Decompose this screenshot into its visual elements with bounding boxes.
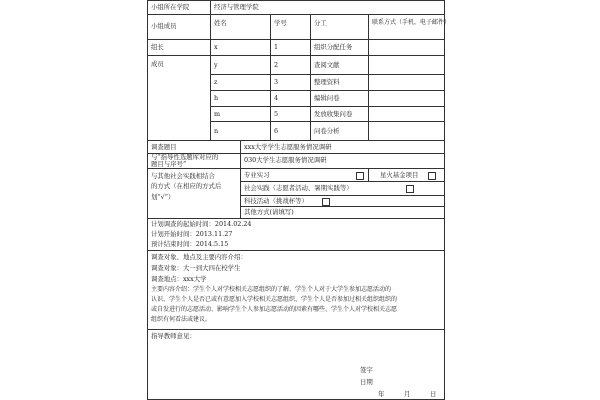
member-id: 3 — [274, 78, 279, 86]
option-social: 社会实践（志愿者活动、暑期实践等） — [244, 184, 353, 192]
row-divider — [210, 90, 444, 91]
row-divider — [240, 206, 444, 207]
form-top-border — [148, 0, 444, 1]
application-form — [147, 0, 451, 400]
row-divider — [148, 14, 444, 15]
column-divider — [368, 14, 369, 140]
month-label: 月 — [404, 390, 411, 398]
topic-label: 调查题目 — [151, 143, 177, 151]
guide-label: 题目与序号” — [151, 160, 187, 168]
member-id: 4 — [274, 94, 279, 102]
row-divider — [148, 39, 444, 40]
members-label: 成员 — [151, 60, 164, 68]
column-divider — [270, 14, 271, 140]
college-label: 小组所在学院 — [151, 3, 190, 11]
member-id: 5 — [274, 110, 279, 118]
name-header: 姓名 — [214, 19, 227, 27]
day-label: 日 — [430, 390, 437, 398]
member-id: 6 — [274, 127, 279, 135]
column-divider — [240, 140, 241, 218]
topic-value: xxx大学学生志愿服务情况调研 — [244, 143, 332, 151]
spark-checkbox[interactable] — [428, 172, 436, 180]
member-name: n — [214, 127, 219, 135]
member-task: 整理资料 — [314, 78, 340, 86]
option-spark: 星火基金项目 — [380, 171, 419, 179]
member-name: x — [214, 43, 218, 51]
student-id-header: 学号 — [274, 19, 287, 27]
combine-label: 划“√”） — [151, 193, 175, 201]
row-divider — [148, 218, 444, 219]
row-divider — [148, 140, 444, 141]
guide-value: 030大学生志愿服务情况调研 — [244, 156, 327, 164]
content-line: 认识、学生个人是否已或有意愿加入学校相关志愿组织、学生个人是否参加过相关组织组织的 — [151, 296, 398, 303]
object-heading: 调查对象、地点及主要内容介绍： — [151, 253, 247, 261]
social-checkbox[interactable] — [406, 185, 414, 193]
contact-header: 联系方式（手机，电子邮件） — [372, 19, 451, 26]
member-id: 2 — [274, 61, 279, 69]
row-divider — [148, 168, 444, 169]
row-divider — [210, 121, 444, 122]
member-task: 问卷分析 — [314, 127, 340, 135]
member-name: m — [214, 110, 221, 118]
college-value: 经济与管理学院 — [214, 3, 259, 11]
row-divider — [210, 74, 444, 75]
sign-label: 签字 — [360, 366, 373, 374]
year-label: 年 — [378, 390, 385, 398]
place-line: 调查地点：xxx大学 — [151, 275, 207, 283]
row-divider — [240, 181, 444, 182]
member-task: 组织分配任务 — [314, 43, 353, 51]
plan-time: 计划调查的起始时间：2014.02.24 — [151, 220, 252, 228]
content-line: 主要内容介绍：学生个人对学校相关志愿组织的了解、学生个人对于大学生参加志愿活动的 — [151, 286, 392, 293]
column-divider — [368, 168, 369, 181]
column-divider — [210, 0, 211, 140]
member-id: 1 — [274, 43, 279, 51]
member-header: 小组成员 — [151, 22, 177, 30]
row-divider — [148, 55, 444, 56]
division-header: 分工 — [314, 19, 327, 27]
guide-label: 与“指导性选题库对应的 — [151, 153, 219, 161]
advisor-label: 指导教师意见： — [151, 332, 196, 340]
content-line: 组织有何看法或建议。 — [151, 316, 212, 323]
end-time: 预计结束时间：2014.5.15 — [151, 240, 229, 248]
content-line: 或自发进行的志愿活动、影响学生个人参加志愿活动的因素有哪些、学生个人对学校相关志愿 — [151, 306, 398, 313]
column-divider — [310, 14, 311, 140]
member-name: y — [214, 61, 218, 69]
start-time: 计划开始时间：2013.11.27 — [151, 230, 233, 238]
row-divider — [240, 195, 444, 196]
combine-label: 的方式（在相应的方式后 — [151, 182, 222, 190]
member-task: 发放收集问卷 — [314, 110, 353, 118]
leader-label: 组长 — [151, 43, 164, 51]
member-name: h — [214, 94, 219, 102]
member-task: 编辑问卷 — [314, 94, 340, 102]
tech-checkbox[interactable] — [322, 198, 330, 206]
date-label: 日期 — [360, 378, 373, 386]
object-line: 调查对象：大一到大四在校学生 — [151, 264, 241, 272]
option-tech: 科技活动（挑战杯等） — [244, 197, 308, 205]
member-name: z — [214, 78, 218, 86]
row-divider — [148, 329, 444, 330]
internship-checkbox[interactable] — [356, 172, 364, 180]
option-internship: 专业实习 — [244, 171, 270, 179]
row-divider — [210, 106, 444, 107]
option-other: 其他方式(请填写) — [244, 208, 294, 216]
row-divider — [148, 250, 444, 251]
member-task: 查阅文献 — [314, 61, 340, 69]
combine-label: 与其他社会实践相结合 — [151, 172, 215, 180]
